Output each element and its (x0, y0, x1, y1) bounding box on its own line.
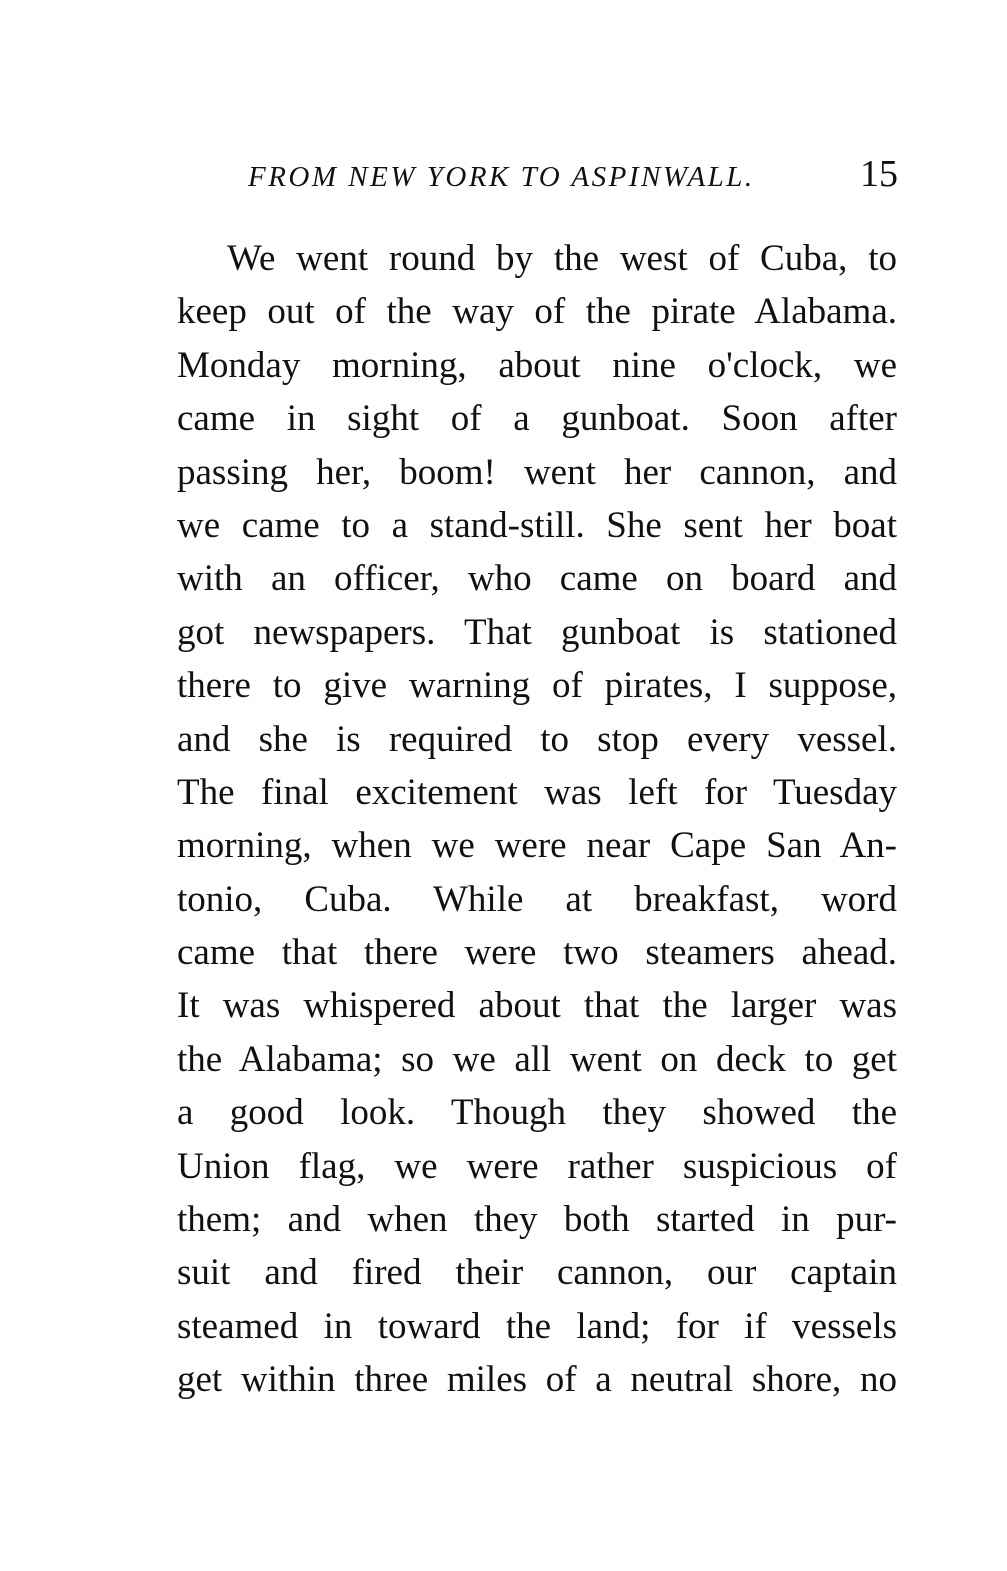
text-line: them; and when they both started in pur- (177, 1199, 897, 1241)
text-line: tonio, Cuba. While at breakfast, word (177, 878, 897, 920)
text-line: came in sight of a gunboat. Soon after (177, 398, 897, 440)
running-title: FROM NEW YORK TO ASPINWALL. (248, 161, 755, 193)
text-line: a good look. Though they showed the (177, 1092, 897, 1134)
text-line: with an officer, who came on board and (177, 558, 897, 600)
text-line: and she is required to stop every vessel. (177, 718, 897, 760)
body-text (177, 232, 897, 1407)
text-line: morning, when we were near Cape San An- (177, 825, 897, 867)
text-line: Union flag, we were rather suspicious of (177, 1145, 897, 1187)
text-line: steamed in toward the land; for if vessels (177, 1305, 897, 1347)
text-line: passing her, boom! went her cannon, and (177, 451, 897, 493)
text-line: came that there were two steamers ahead. (177, 932, 897, 974)
text-line: there to give warning of pirates, I suppose, (177, 665, 897, 707)
text-line: the Alabama; so we all went on deck to get (177, 1038, 897, 1080)
text-line: got newspapers. That gunboat is stationed (177, 611, 897, 653)
text-line: We went round by the west of Cuba, to (227, 238, 897, 279)
text-line: we came to a stand-still. She sent her boat (177, 504, 897, 546)
page-number: 15 (860, 153, 898, 195)
text-line: get within three miles of a neutral shore, no (177, 1359, 897, 1401)
text-line: It was whispered about that the larger was (177, 985, 897, 1027)
running-head (248, 152, 898, 198)
text-line: Monday morning, about nine o'clock, we (177, 344, 897, 386)
text-line: The final excitement was left for Tuesday (177, 771, 897, 813)
text-line: suit and fired their cannon, our captain (177, 1252, 897, 1294)
text-line: keep out of the way of the pirate Alabama. (177, 291, 897, 333)
